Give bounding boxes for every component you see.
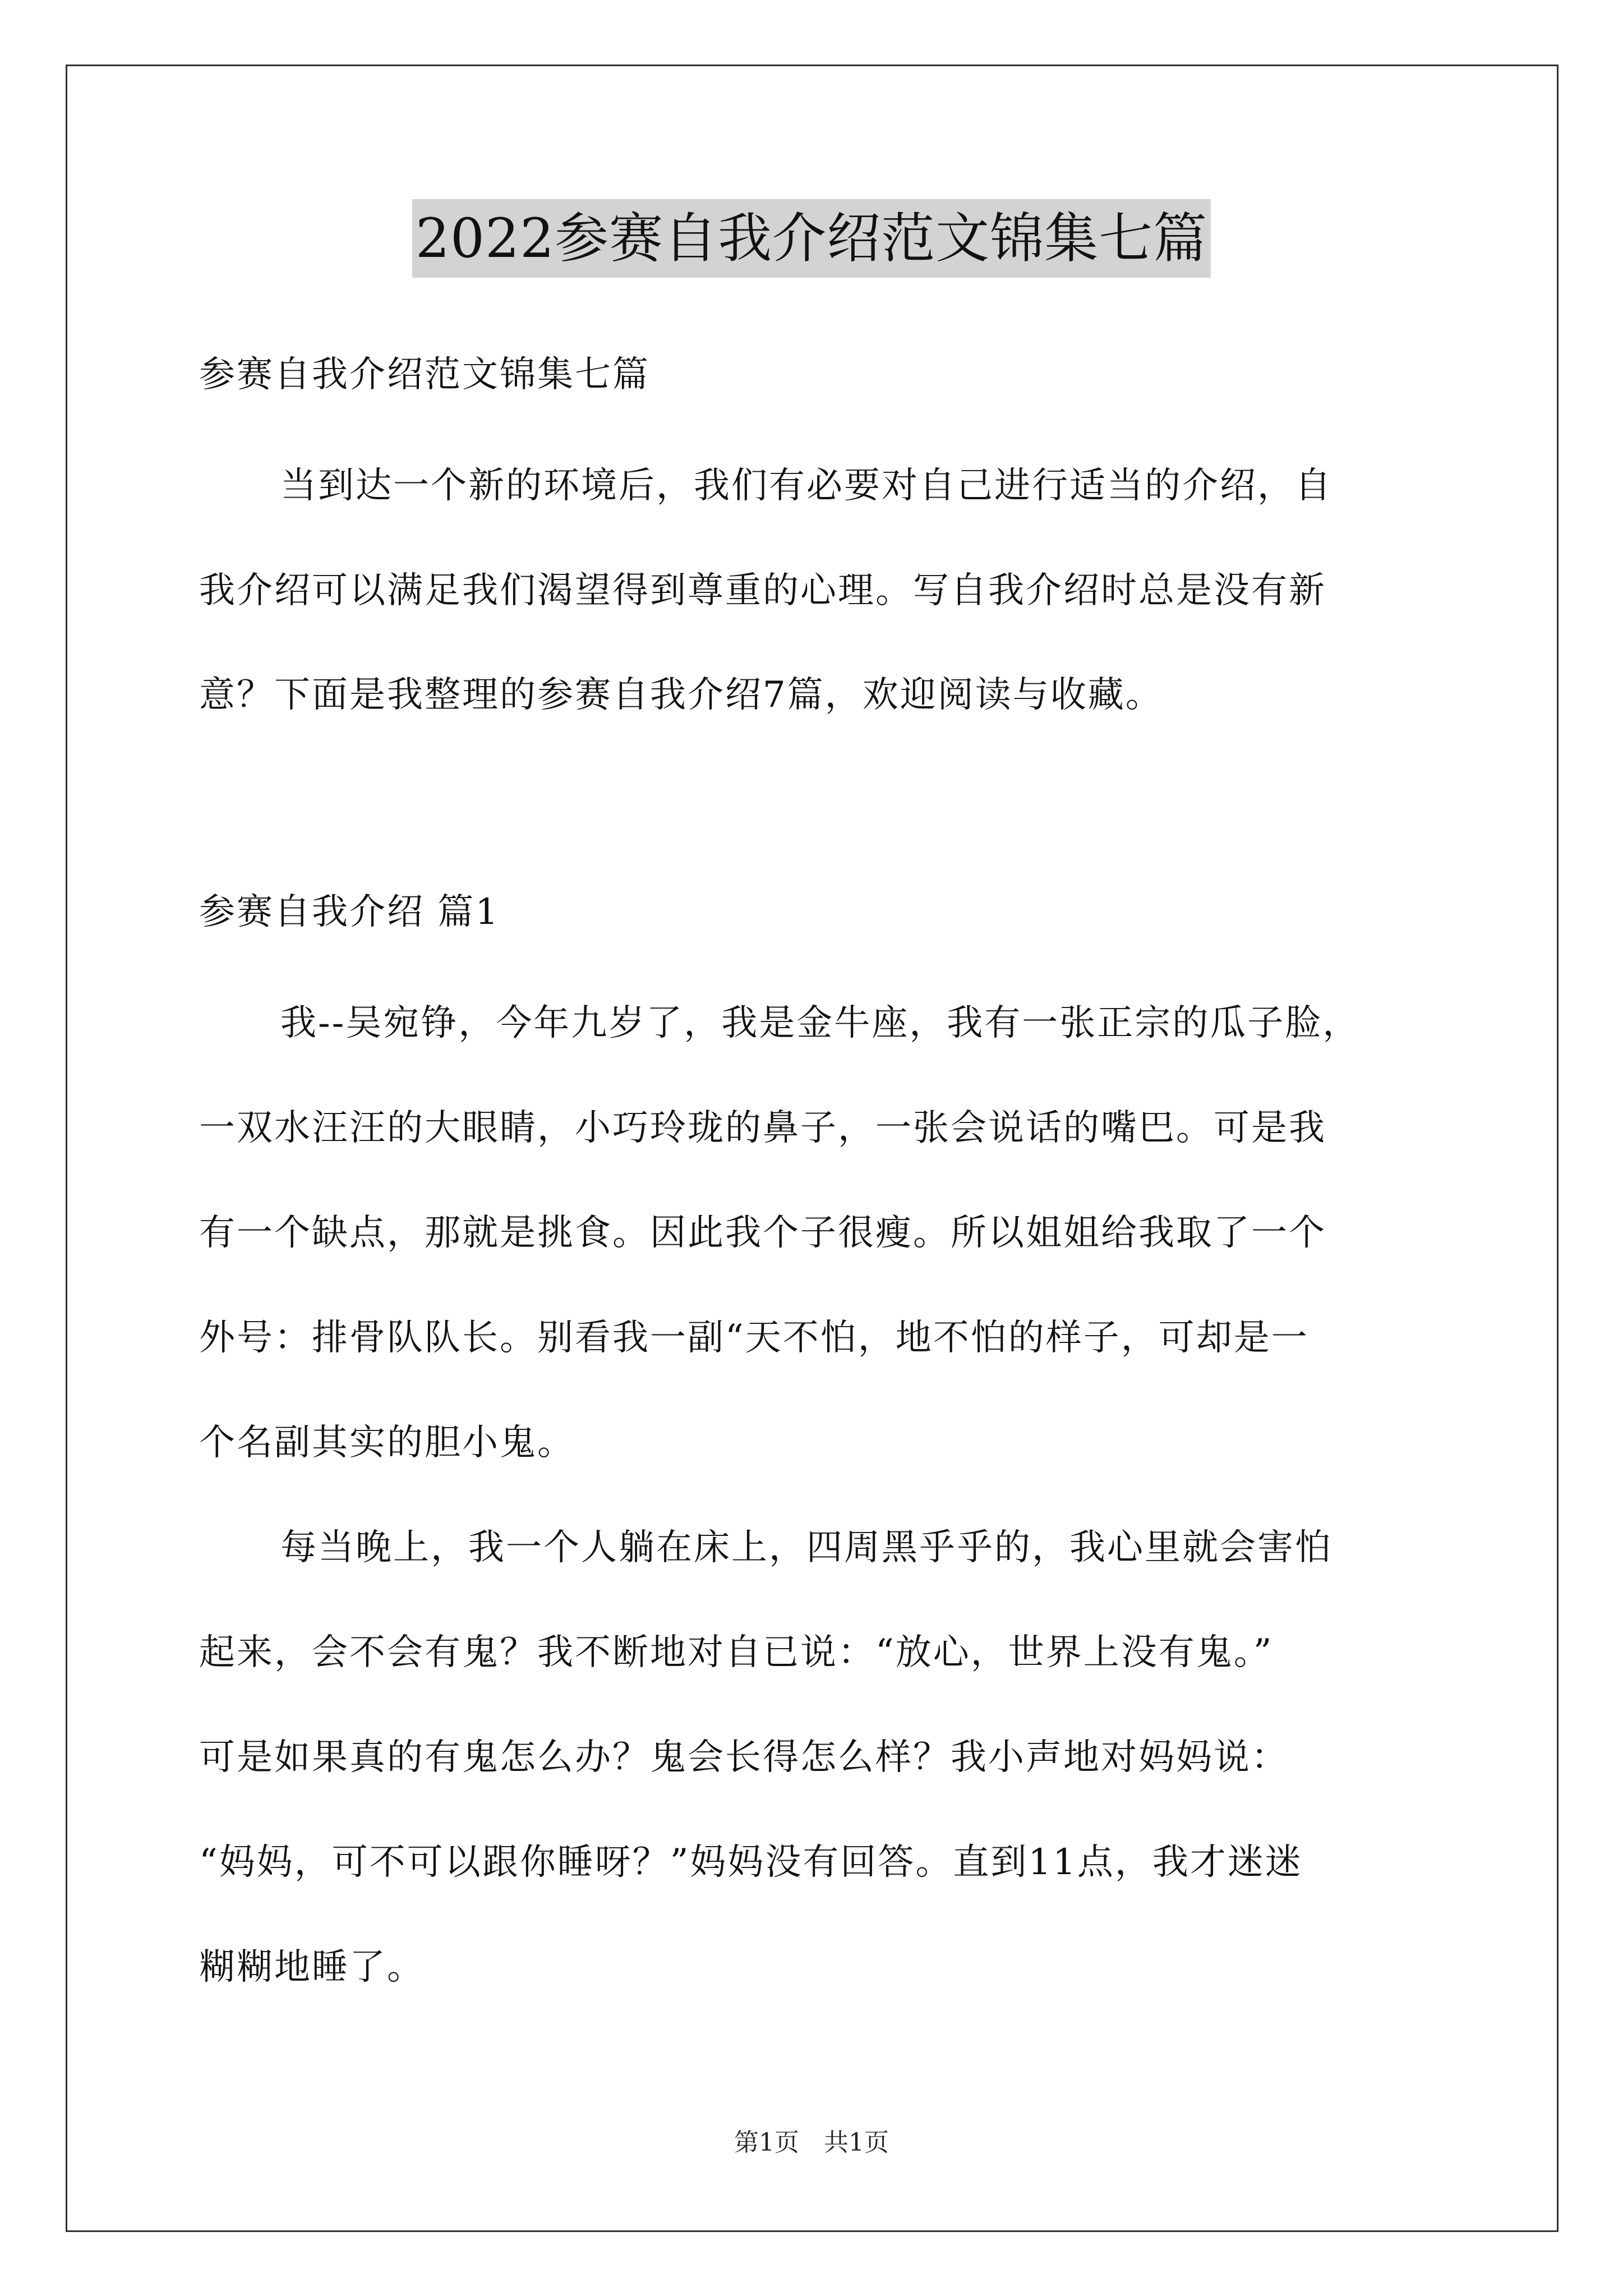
para1-line-3: 有一个缺点，那就是挑食。因此我个子很瘦。所以姐姐给我取了一个: [199, 1212, 1326, 1254]
intro-line-3: 意？下面是我整理的参赛自我介绍7篇，欢迎阅读与收藏。: [199, 674, 1163, 716]
intro-line-1: 当到达一个新的环境后，我们有必要对自己进行适当的介绍，自: [280, 465, 1332, 507]
para2-line-4: “妈妈，可不可以跟你睡呀？”妈妈没有回答。直到11点，我才迷迷: [199, 1842, 1303, 1883]
intro-line-2: 我介绍可以满足我们渴望得到尊重的心理。写自我介绍时总是没有新: [199, 570, 1326, 611]
para1-line-4: 外号：排骨队队长。别看我一副“天不怕，地不怕的样子，可却是一: [199, 1317, 1309, 1359]
para1-line-1: 我--吴宛铮，今年九岁了，我是金牛座，我有一张正宗的瓜子脸，: [280, 1002, 1361, 1044]
document-title: 2022参赛自我介绍范文锦集七篇: [412, 199, 1211, 278]
para2-line-1: 每当晚上，我一个人躺在床上，四周黑乎乎的，我心里就会害怕: [280, 1527, 1332, 1568]
para1-line-5: 个名副其实的胆小鬼。: [199, 1422, 575, 1464]
para2-line-5: 糊糊地睡了。: [199, 1947, 425, 1988]
document-subtitle: 参赛自我介绍范文锦集七篇: [199, 354, 650, 395]
para1-line-2: 一双水汪汪的大眼睛，小巧玲珑的鼻子，一张会说话的嘴巴。可是我: [199, 1107, 1326, 1149]
title-container: [0, 199, 1623, 278]
para2-line-2: 起来，会不会有鬼？我不断地对自已说：“放心，世界上没有鬼。”: [199, 1632, 1274, 1673]
page-footer: 第1页 共1页: [734, 2128, 889, 2157]
para2-line-3: 可是如果真的有鬼怎么办？鬼会长得怎么样？我小声地对妈妈说：: [199, 1737, 1289, 1778]
section-heading: 参赛自我介绍 篇1: [199, 891, 500, 933]
